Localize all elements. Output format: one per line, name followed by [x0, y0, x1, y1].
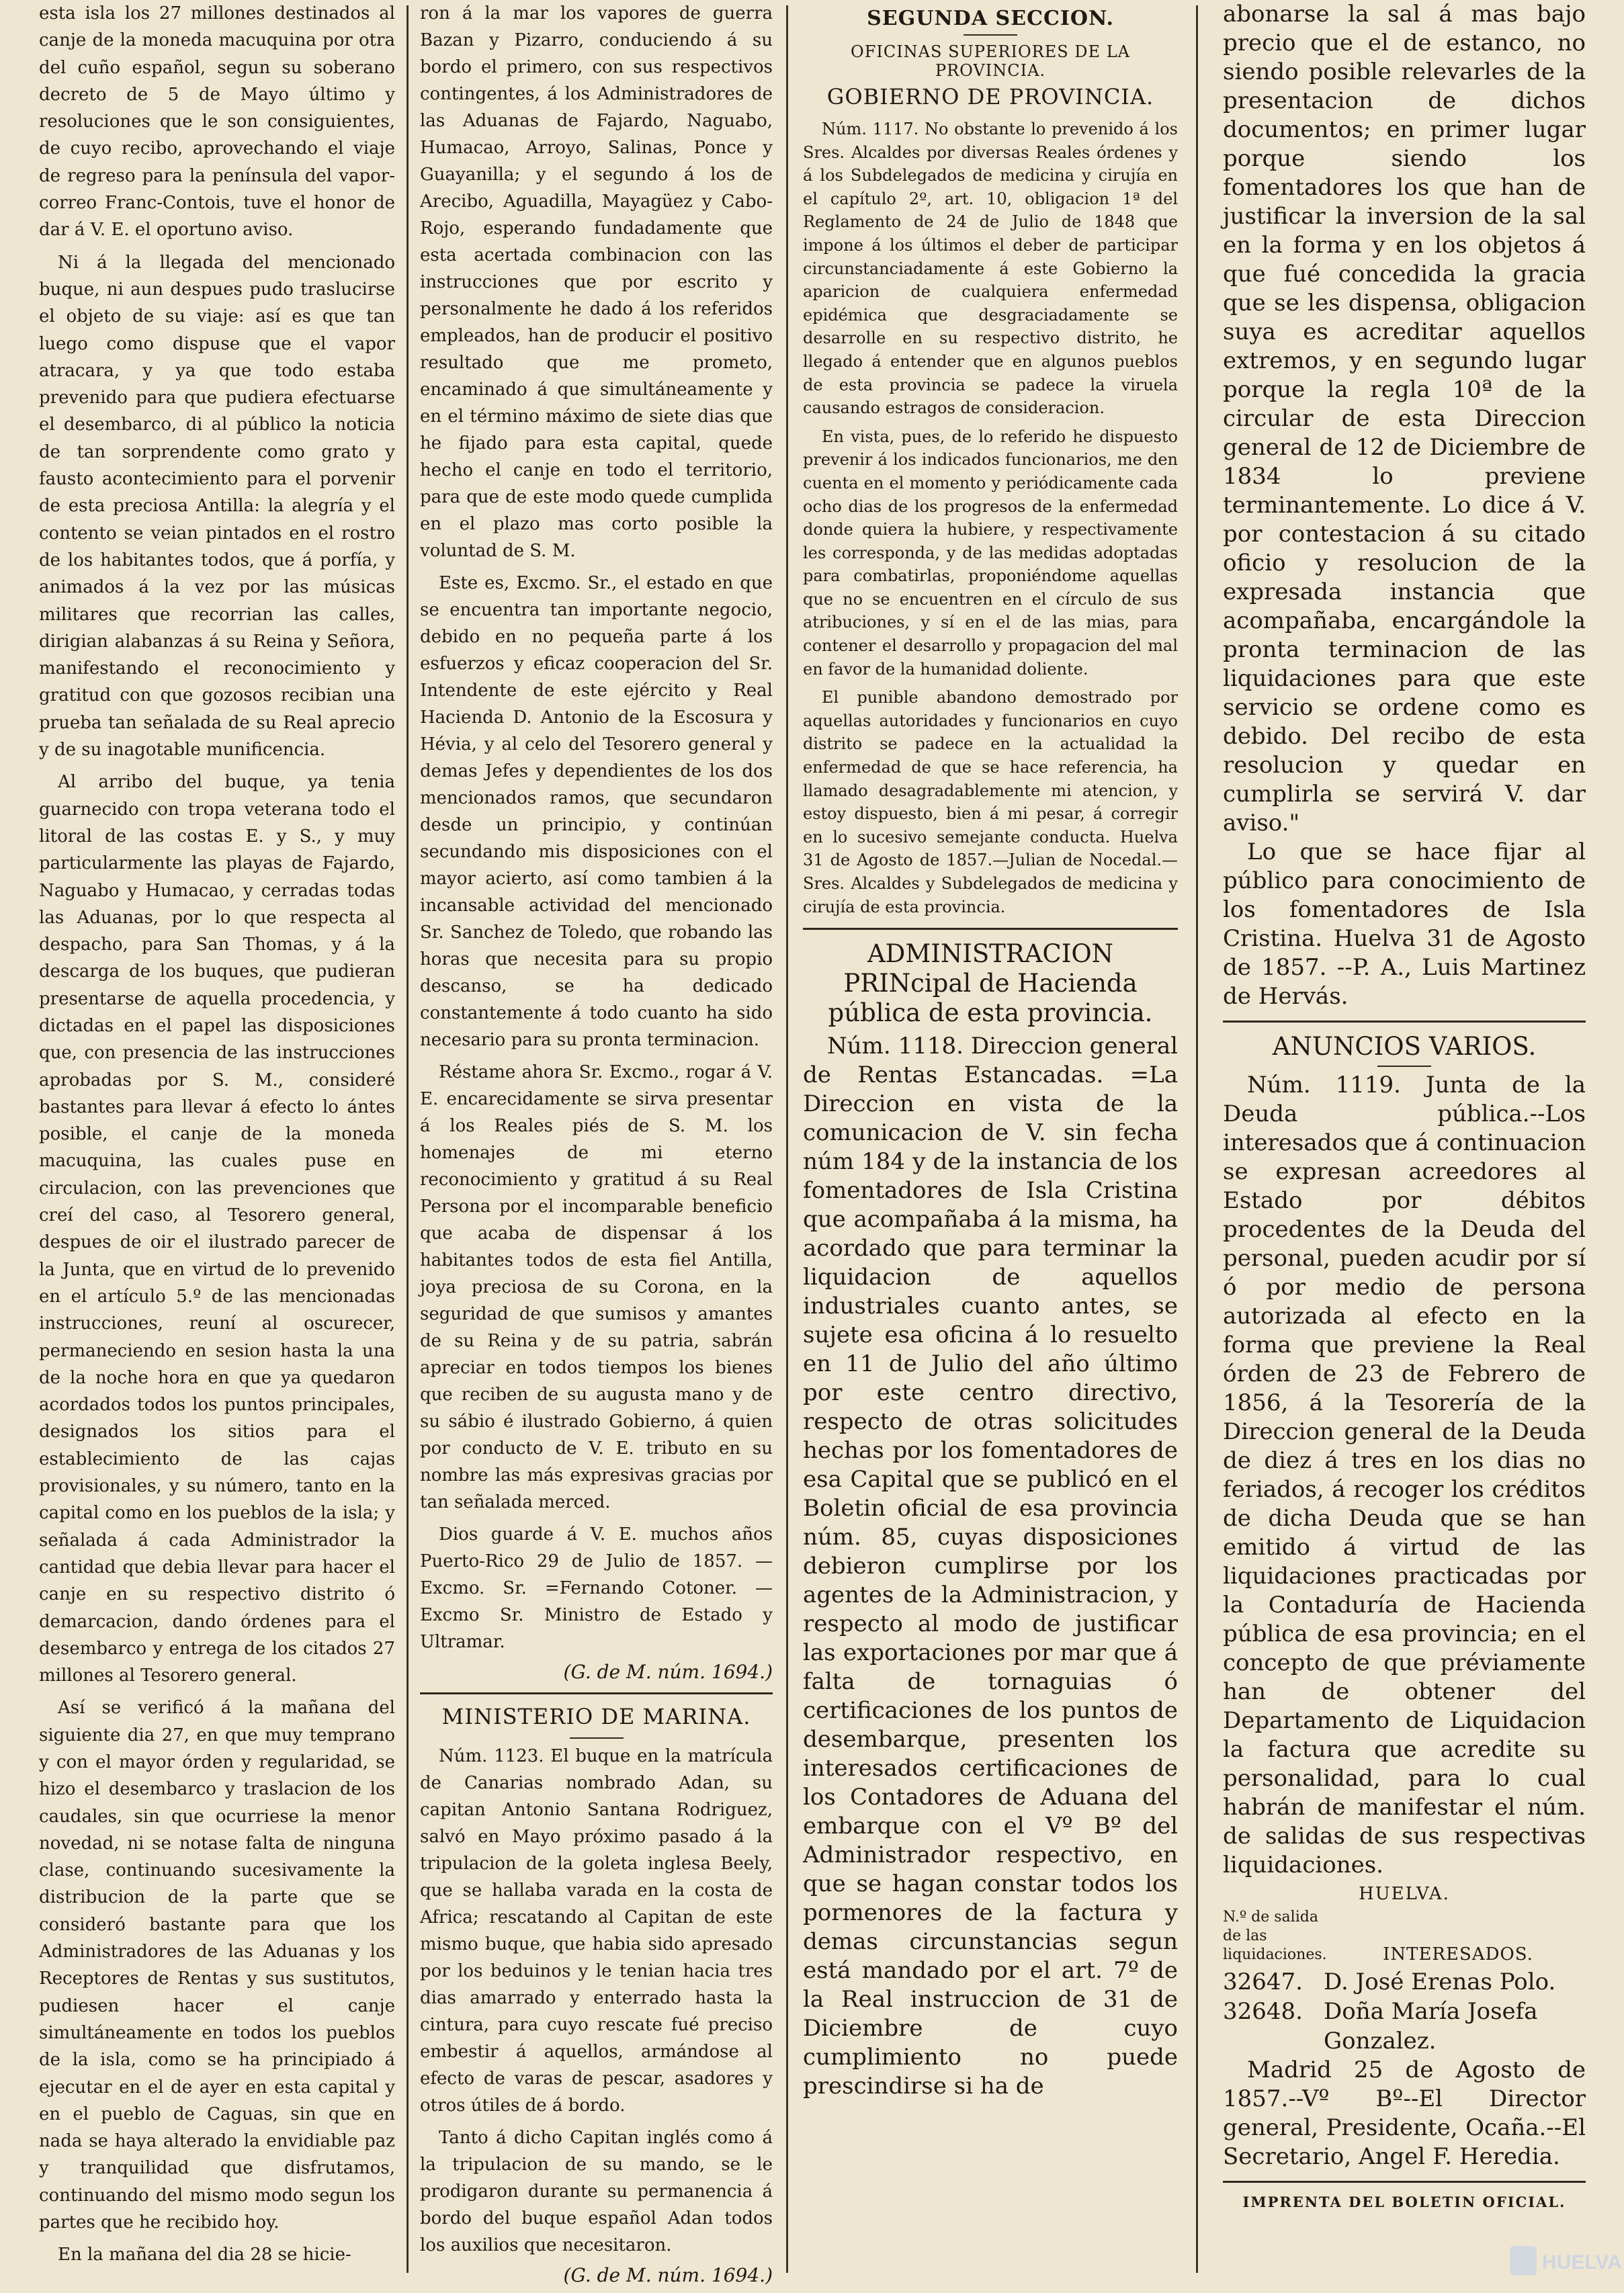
- citation: (G. de M. núm. 1694.): [563, 1661, 773, 1683]
- stamp-text: HUELVA: [1542, 2251, 1622, 2274]
- section-heading: ANUNCIOS VARIOS.: [1272, 1032, 1537, 1061]
- paragraph: Ni á la llegada del mencionado buque, ni aun despues pudo traslucirse el objeto de su viaje: así es que tan luego como dispuse que el vapor atracara, y ya que todo estaba prevenido para que pudiera efectuarse el desembarco, di al público la noticia de tan sorprendente como grato y fausto acontecimiento para el porvenir de esta preciosa Antilla: la alegría y el contento se veian pintados en el rostro de los habitantes todos, que á porfía, y animados á la vez por las músicas militares que recorrian las calles, dirigian alabanzas á su Reina y Señora, manifestando el reconocimiento y gratitud con que gozosos recibian una prueba tan señalada de su Real aprecio y de su inagotable munificencia.: [39, 252, 395, 761]
- paragraph: Réstame ahora Sr. Excmo., rogar á V. E. encarecidamente se sirva presentar á los Reales piés de S. M. los homenajes de mi eterno reconocimiento y gratitud á su Real Persona por el incomparable beneficio que acaba de dispensar á los habitantes todos de esta fiel Antilla, joya preciosa de su Corona, en la seguridad de que sumisos y amantes de su Reina y de su patria, sabrán apreciar en todos tiempos los bienes que reciben de su augusta mano y de su sábio é ilustrado Gobierno, á quien por conducto de V. E. tributo en su nombre las más expresivas gracias por tan señalada merced.: [420, 1062, 773, 1512]
- table-row: [1223, 1967, 1586, 1997]
- table-header-number: N.º de salida de las liquidaciones.: [1223, 1909, 1327, 1963]
- table-row: [1223, 1997, 1586, 2056]
- divider: [1377, 1066, 1431, 1067]
- paragraph: abonarse la sal á mas bajo precio que el de estanco, no siendo posible relevarles de la presentacion de dichos documentos; en primer lugar porque siendo los fomentadores los que han de justificar la inversion de la sal en la forma y en los objetos á que fué concedida la gracia que se les dispensa, obligacion suya es acreditar aquellos extremos, y en segundo lugar porque la regla 10ª de la circular de esta Direccion general de 12 de Diciembre de 1834 lo previene terminantemente. Lo dice á V. por contestacion á su citado oficio y resolucion de la expresada instancia que acompañaba, encargándole la pronta terminacion de las liquidaciones para que este servicio se ordene como es debido. Del recibo de esta resolucion y quedar en cumplirla se servirá V. dar aviso.": [1223, 1, 1586, 836]
- paragraph: El punible abandono demostrado por aquellas autoridades y funcionarios en cuyo distrito se padece en la actualidad la enfermedad de que se hace referencia, ha llamado desagradablemente mi atencion, y estoy dispuesto, bien á mi pesar, á corregir en lo sucesivo semejante conducta. Huelva 31 de Agosto de 1857.—Julian de Nocedal.—Sres. Alcaldes y Subdelegados de medicina y cirujía de esta provincia.: [803, 688, 1178, 916]
- place-heading: HUELVA.: [1359, 1884, 1450, 1904]
- paragraph: Al arribo del buque, ya tenia guarnecido con tropa veterana todo el litoral de las costas E. y S., y muy particularmente las playas de Fajardo, Naguabo y Humacao, y cerradas todas las Aduanas, por lo que respecta al despacho, para San Thomas, y á la descarga de los buques, que pudieran presentarse de aquella procedencia, y dictadas en el papel las disposiciones que, con presencia de las instrucciones aprobadas por S. M., consideré bastantes para llevar á efecto lo ántes posible, el canje de la moneda macuquina, las cuales puse en circulacion, con las prevenciones que creí del caso, al Tesorero general, despues de oir el ilustrado parecer de la Junta, que en virtud de lo prevenido en el artículo 5.º de las mencionadas instrucciones, reuní al oscurecer, permaneciendo en sesion hasta la una de la noche hora en que ya quedaron acordados todos los puntos principales, designados los sitios para el establecimiento de las cajas provisionales, y su número, tanto en la capital como en los pueblos de la isla; y señalada á cada Administrador la cantidad que debia llevar para hacer el canje en su respectivo distrito ó demarcacion, dando órdenes para el desembarco y entrega de los citados 27 millones al Tesorero general.: [39, 772, 395, 1686]
- section-divider: [1223, 2181, 1586, 2183]
- interested-name: Doña María Josefa Gonzalez.: [1324, 1998, 1538, 2054]
- column-4: [1223, 0, 1586, 2293]
- subsection-heading: OFICINAS SUPERIORES DE LA PROVINCIA.: [851, 42, 1130, 80]
- liquidation-number: 32648.: [1223, 1998, 1303, 2025]
- table-header: [1223, 1908, 1586, 1964]
- section-divider: [1223, 1021, 1586, 1023]
- archive-stamp-logo: [1510, 2241, 1622, 2281]
- creditors-table: [1223, 1967, 1586, 2056]
- printer-footer: IMPRENTA DEL BOLETIN OFICIAL.: [1242, 2194, 1566, 2210]
- paragraph: Núm. 1118. Direccion general de Rentas Estancadas. =La Direccion en vista de la comunicacion de V. sin fecha núm 184 y de la instancia de los fomentadores de Isla Cristina que acompañaba á la misma, ha acordado que para terminar la liquidacion de aquellos industriales cuanto antes, se sujete esa oficina á lo resuelto en 11 de Julio del año último por este centro directivo, respecto de otras solicitudes hechas por los fomentadores de esa Capital que se publicó en el Boletin oficial de esa provincia núm. 85, cuyas disposiciones debieron cumplirse por los agentes de la Administracion, y respecto al modo de justificar las exportaciones por mar que á falta de tornaguias ó certificaciones de los puntos de desembarque, presenten los interesados certificaciones de los Contadores de Aduana del embarque con el Vº Bº del Administrador respectivo, en que se hagan constar todos los pormenores de la factura y demas circunstancias segun está mandado por el art. 7º de la Real instruccion de 31 de Diciembre de cuyo cumplimiento no puede prescindirse si ha de: [803, 1033, 1178, 2100]
- divider: [964, 34, 1017, 36]
- paragraph: En la mañana del dia 28 se hicie-: [58, 2245, 351, 2265]
- column-2: [420, 0, 773, 2293]
- section-heading: ADMINISTRACION PRINcipal de Hacienda pública de esta provincia.: [828, 939, 1153, 1028]
- section-heading: MINISTERIO DE MARINA.: [441, 1704, 751, 1729]
- paragraph: Este es, Excmo. Sr., el estado en que se encuentra tan importante negocio, debido en no pequeña parte á los esfuerzos y eficaz cooperacion del Sr. Intendente de este ejército y Real Hacienda D. Antonio de la Escosura y Hévia, y al celo del Tesorero general y demas Jefes y dependientes de los dos mencionados ramos, que secundaron desde un principio, y continúan secundando mis disposiciones con el mayor acierto, así como tambien á la incansable actividad del mencionado Sr. Sanchez de Toledo, que robando las horas que necesita para su propio descanso, se ha dedicado constantemente á todo cuanto ha sido necesario para su pronta terminacion.: [420, 573, 773, 1050]
- citation: (G. de M. núm. 1694.): [563, 2264, 773, 2286]
- paragraph: Tanto á dicho Capitan inglés como á la tripulacion de su mando, se le prodigaron durante su permanencia á bordo del buque español Adan todos los auxilios que necesitaron.: [420, 2128, 773, 2255]
- paragraph: Dios guarde á V. E. muchos años Puerto-Rico 29 de Julio de 1857. —Excmo. Sr. =Fernando Cotoner. —Excmo Sr. Ministro de Estado y Ultramar.: [420, 1524, 773, 1652]
- section-divider: [420, 1692, 773, 1694]
- interested-name: D. José Erenas Polo.: [1324, 1968, 1556, 1995]
- paragraph: ron á la mar los vapores de guerra Bazan y Pizarro, conduciendo á su bordo el primero, con sus respectivos contingentes, á los Administradores de las Aduanas de Fajardo, Naguabo, Humacao, Arroyo, Salinas, Ponce y Guayanilla; y el segundo á los de Arecibo, Aguadilla, Mayagüez y Cabo-Rojo, esperando fundadamente que esta acertada combinacion con las instrucciones que por escrito y personalmente he dado á los referidos empleados, han de producir el positivo resultado que me prometo, encaminado á que simultáneamente y en el término máximo de siete dias que he fijado para esta capital, quede hecho el canje en todo el territorio, para que de este modo quede cumplida en el plazo mas corto posible la voluntad de S. M.: [420, 3, 773, 561]
- column-rule: [407, 5, 409, 2273]
- paragraph: esta isla los 27 millones destinados al canje de la moneda macuquina por otra del cuño español, segun su soberano decreto de 5 de Mayo último y resoluciones que le son consiguientes, de cuyo recibo, aprovechando el viaje de regreso para la península del vapor-correo Franc-Contois, tuve el honor de dar á V. E. el oportuno aviso.: [39, 3, 395, 241]
- divider: [570, 1737, 624, 1739]
- column-rule: [786, 5, 788, 2273]
- subsection-heading: GOBIERNO DE PROVINCIA.: [826, 84, 1154, 110]
- section-divider: [803, 928, 1178, 930]
- closing-paragraph: Madrid 25 de Agosto de 1857.--Vº Bº--El Director general, Presidente, Ocaña.--El Secretario, Angel F. Heredia.: [1223, 2057, 1586, 2170]
- section-heading: SEGUNDA SECCION.: [867, 7, 1114, 30]
- paragraph: En vista, pues, de lo referido he dispuesto prevenir á los indicados funcionarios, me den cuenta en el momento y periódicamente cada ocho dias de los progresos de la enfermedad donde quiera la hubiere, y respectivamente les corresponda, y de las medidas adoptadas para combatirlas, proponiéndome aquellas que no se encuentren en el círculo de sus atribuciones, y sí en el de las mias, para contener el desarrollo y propagacion del mal en favor de la humanidad doliente.: [803, 427, 1178, 679]
- column-rule: [1196, 5, 1198, 2273]
- column-1: [39, 0, 395, 2293]
- paragraph: Núm. 1119. Junta de la Deuda pública.--Los interesados que á continuacion se expresan acreedores al Estado por débitos procedentes de la Deuda del personal, pueden acudir por sí ó por medio de persona autorizada al efecto en la forma que previene la Real órden de 23 de Febrero de 1856, á la Tesorería de la Direccion general de la Deuda de diez á tres en los dias no feriados, á recoger los créditos de dicha Deuda que se han emitido á virtud de las liquidaciones practicadas por la Contaduría de Hacienda pública de esa provincia; en el concepto de que préviamente han de obtener del Departamento de Liquidacion la factura que acredite su personalidad, para lo cual habrán de manifestar el núm. de salidas de sus respectivas liquidaciones.: [1223, 1072, 1586, 1878]
- paragraph: Núm. 1123. El buque en la matrícula de Canarias nombrado Adan, su capitan Antonio Santana Rodriguez, salvó en Mayo próximo pasado á la tripulacion de la goleta inglesa Beely, que se hallaba varada en la costa de Africa; rescatando al Capitan de este mismo buque, que habia sido apresado por los beduinos y le tenian hacia tres dias amarrado y enterrado hasta la cintura, para cuyo rescate fué preciso embestir á aquellos, armándose al efecto de varas de pescar, asadores y otros útiles de á bordo.: [420, 1746, 773, 2116]
- column-3: [803, 0, 1178, 2293]
- table-header-interested: INTERESADOS.: [1383, 1944, 1533, 1964]
- liquidation-number: 32647.: [1223, 1968, 1303, 1995]
- paragraph: Núm. 1117. No obstante lo prevenido á los Sres. Alcaldes por diversas Reales órdenes y á los Subdelegados de medicina y cirujía en el capítulo 2º, art. 10, obligacion 1ª del Reglamento de 24 de Julio de 1848 que impone á los últimos el deber de participar circunstanciadamente á este Gobierno la aparicion de cualquiera enfermedad epidémica que desgraciadamente se desarrolle en su respectivo distrito, he llegado á entender que en algunos pueblos de esta provincia se padece la viruela causando estragos de consideracion.: [803, 120, 1178, 418]
- paragraph: Así se verificó á la mañana del siguiente dia 27, en que muy temprano y con el mayor órden y regularidad, se hizo el desembarco y traslacion de los caudales, sin que ocurriese la menor novedad, ni se notase falta de ninguna clase, continuando sucesivamente la distribucion de la parte que se consideró bastante para que los Administradores de las Aduanas y los Receptores de Rentas y sus sustitutos, pudiesen hacer el canje simultáneamente en todos los pueblos de la isla, como se ha principiado á ejecutar en el de ayer en esta capital y en el pueblo de Caguas, sin que en nada se haya alterado la envidiable paz y tranquilidad que disfrutamos, continuando del mismo modo segun los partes que he recibido hoy.: [39, 1698, 395, 2233]
- paragraph: Lo que se hace fijar al público para conocimiento de los fomentadores de Isla Cristina. Huelva 31 de Agosto de 1857. --P. A., Luis Martinez de Hervás.: [1223, 838, 1586, 1010]
